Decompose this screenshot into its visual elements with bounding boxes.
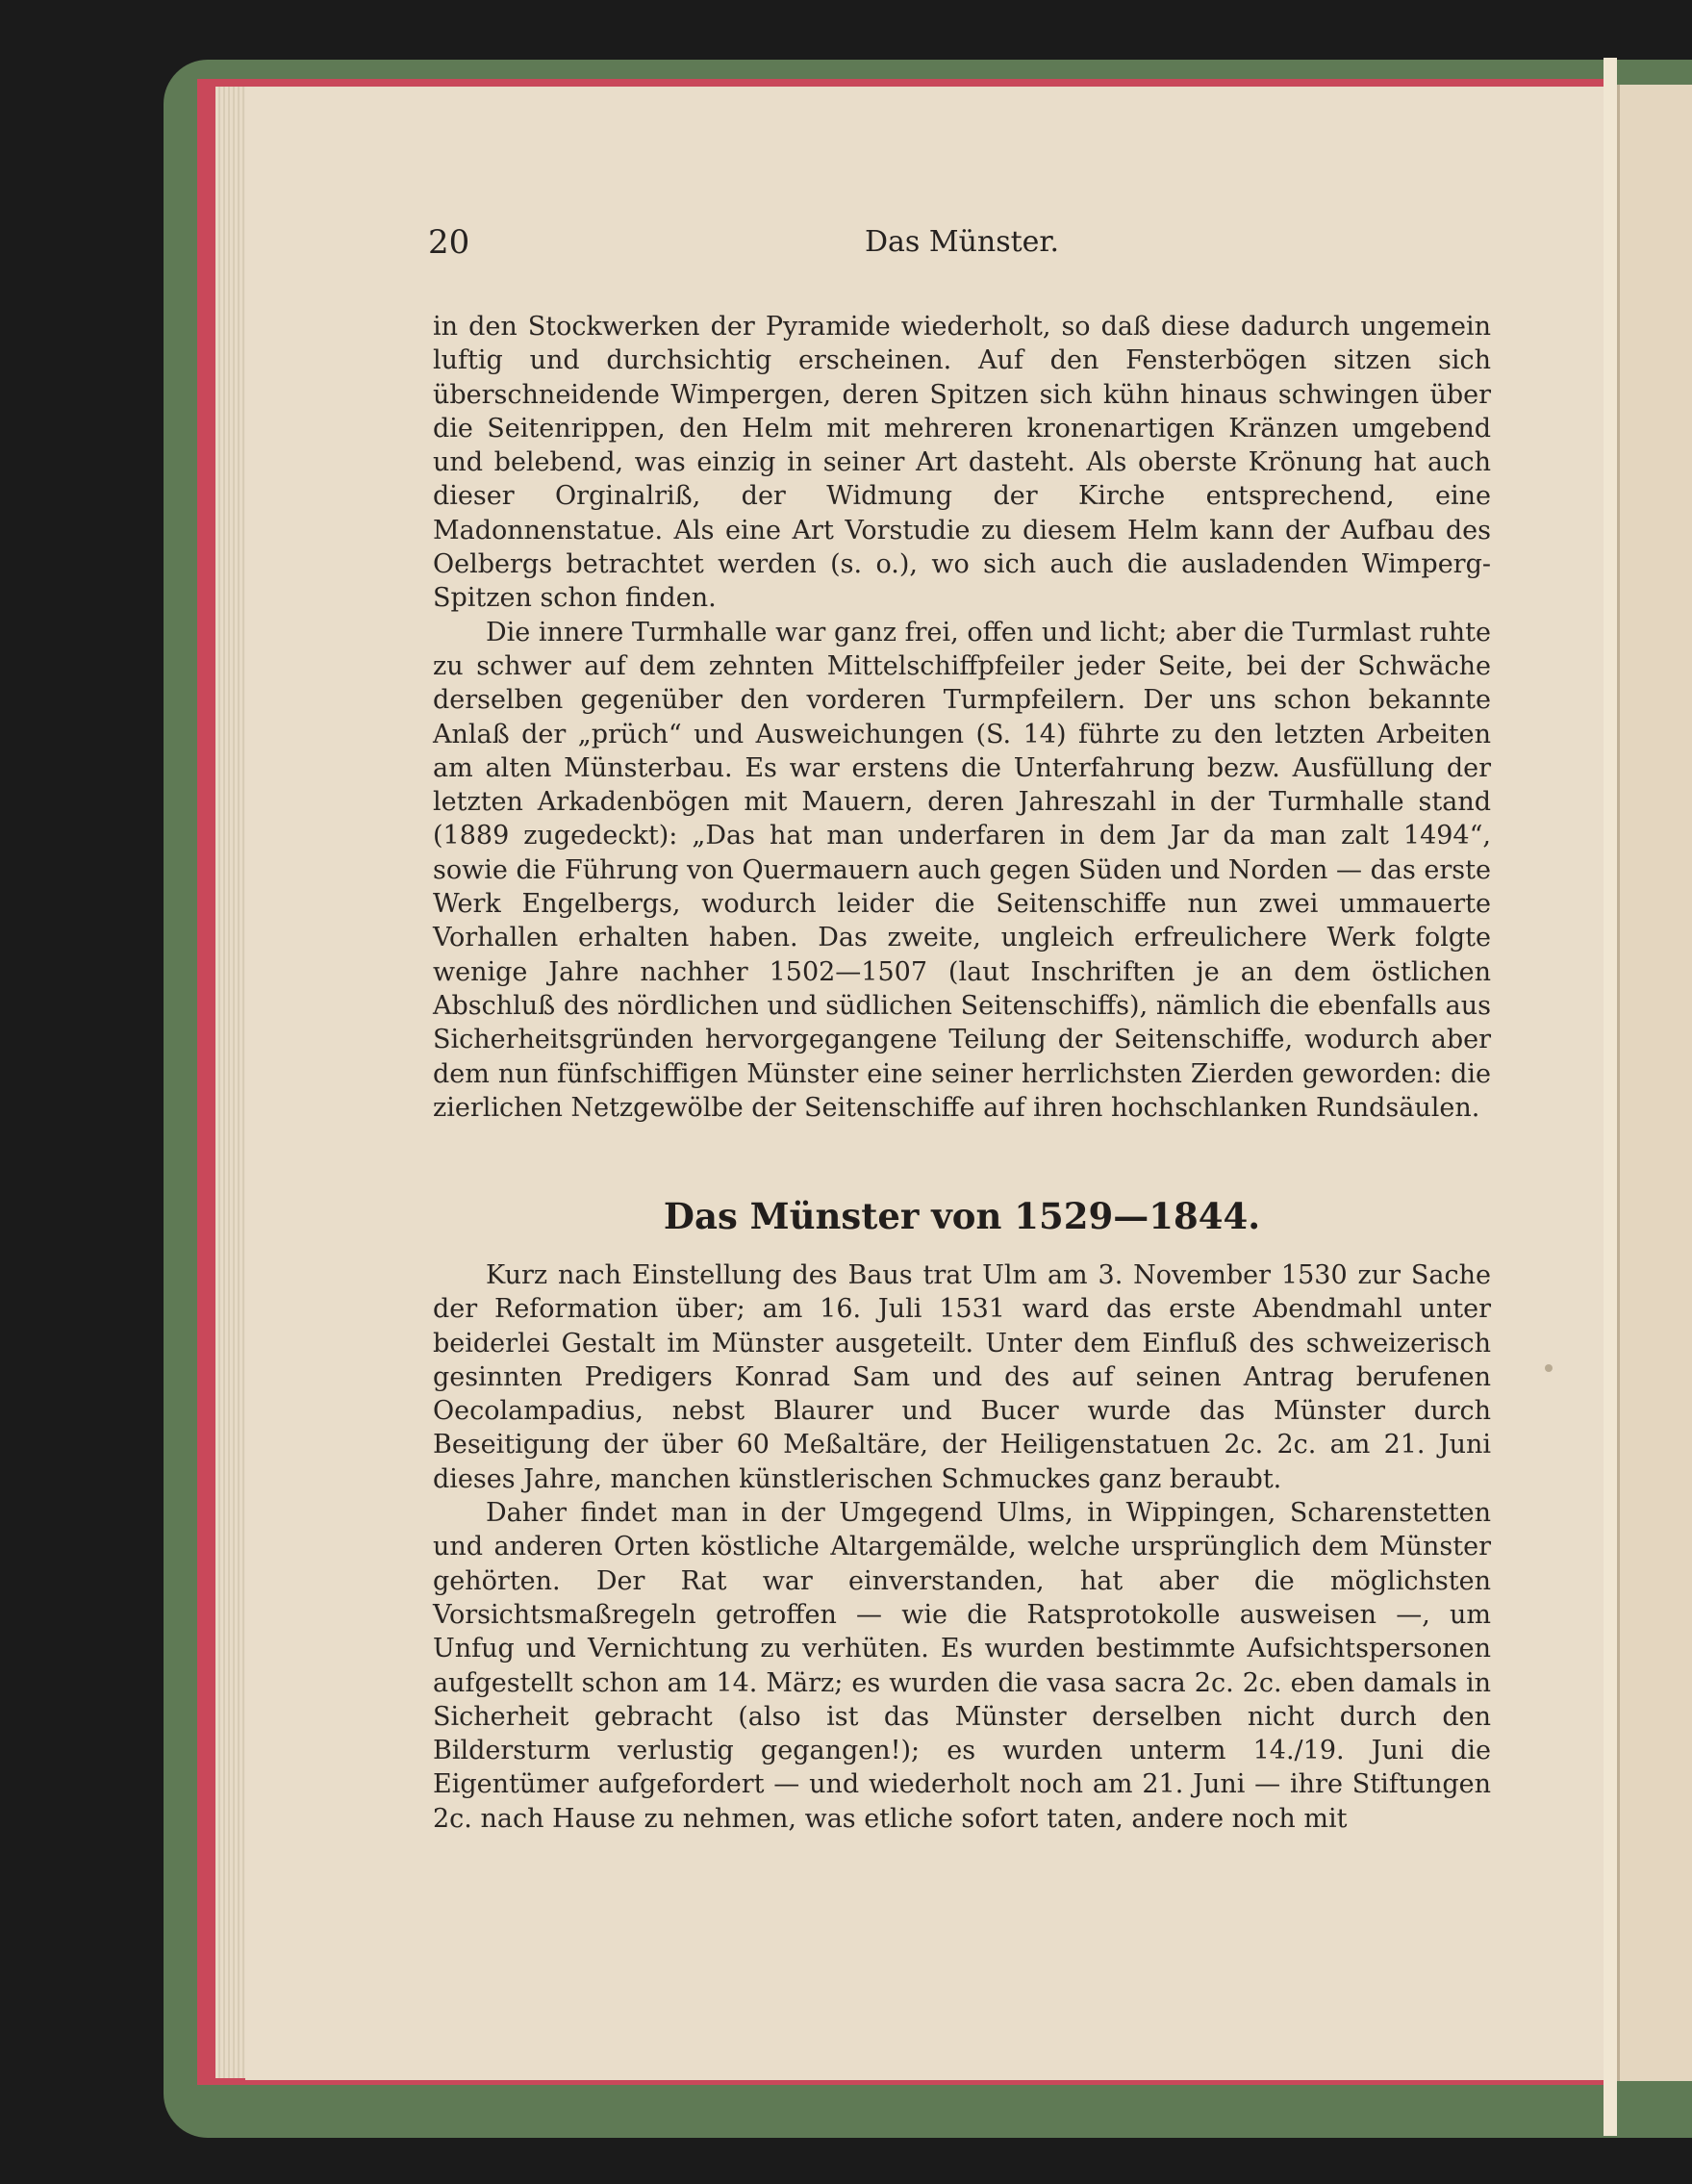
paper-spot: [1545, 1364, 1553, 1372]
paragraph: in den Stockwerken der Pyramide wiederholt, so daß diese dadurch ungemein luftig und durchsichtig erscheinen. Auf den Fensterbögen sitzen sich überschneidende Wimpergen, deren Spitzen sich kühn hinaus schwingen über die Seitenrippen, den Helm mit mehreren kronenartigen Kränzen umgebend und belebend, was einzig in seiner Art dasteht. Als oberste Krönung hat auch dieser Orginalriß, der Widmung der Kirche entsprechend, eine Madonnenstatue. Als eine Art Vorstudie zu diesem Helm kann der Aufbau des Oelbergs betrachtet werden (s. o.), wo sich auch die ausladenden Wimperg-Spitzen schon finden.: [433, 312, 1491, 614]
book-gutter: [1604, 58, 1617, 2136]
facing-page: [1617, 85, 1692, 2081]
running-title: Das Münster.: [864, 225, 1060, 259]
paragraph: Die innere Turmhalle war ganz frei, offen und licht; aber die Turmlast ruhte zu schwer auf dem zehnten Mittelschiffpfeiler jeder Seite, bei der Schwäche derselben gegenüber den vorderen Turmpfeilern. Der uns schon bekannte Anlaß der „prüch“ und Ausweichungen (S. 14) führte zu den letzten Arbeiten am alten Münsterbau. Es war erstens die Unterfahrung bezw. Ausfüllung der letzten Arkadenbögen mit Mauern, deren Jahreszahl in der Turmhalle stand (1889 zugedeckt): „Das hat man underfaren in dem Jar da man zalt 1494“, sowie die Führung von Quermauern auch gegen Süden und Norden — das erste Werk Engelbergs, wodurch leider die Seitenschiffe nun zwei ummauerte Vorhallen erhalten haben. Das zweite, ungleich erfreulichere Werk folgte wenige Jahre nachher 1502—1507 (laut Inschriften je an dem östlichen Abschluß des nördlichen und südlichen Seitenschiffs), nämlich die ebenfalls aus Sicherheitsgründen hervorgegangene Teilung der Seitenschiffe, wodurch aber dem nun fünfschiffigen Münster eine seiner herrlichsten Zierden geworden: die zierlichen Netzgewölbe der Seitenschiffe auf ihren hochschlanken Rundsäulen.: [433, 617, 1491, 1123]
body-text-lower: [433, 1258, 1491, 1836]
page-number: 20: [428, 223, 470, 262]
facing-cover-top: [1617, 60, 1692, 87]
body-text-upper: [433, 310, 1491, 1125]
paragraph: Kurz nach Einstellung des Baus trat Ulm am 3. November 1530 zur Sache der Reformation über; am 16. Juli 1531 ward das erste Abendmahl unter beiderlei Gestalt im Münster ausgeteilt. Unter dem Einfluß des schweizerisch gesinnten Predigers Konrad Sam und des auf seinen Antrag berufenen Oecolampadius, nebst Blaurer und Bucer wurde das Münster durch Beseitigung der über 60 Meßaltäre, der Heiligenstatuen 2c. 2c. am 21. Juni dieses Jahre, manchen künstlerischen Schmuckes ganz beraubt.: [433, 1260, 1491, 1494]
facing-cover-bottom: [1617, 2081, 1692, 2138]
section-heading: Das Münster von 1529—1844.: [663, 1195, 1261, 1237]
page-header: [428, 223, 1496, 271]
paragraph: Daher findet man in der Umgegend Ulms, in Wippingen, Scharenstetten und anderen Orten köstliche Altargemälde, welche ursprünglich dem Münster gehörten. Der Rat war einverstanden, hat aber die möglichsten Vorsichtsmaßregeln getroffen — wie die Ratsprotokolle ausweisen —, um Unfug und Vernichtung zu verhüten. Es wurden bestimmte Aufsichtspersonen aufgestellt schon am 14. März; es wurden die vasa sacra 2c. 2c. eben damals in Sicherheit gebracht (also ist das Münster derselben nicht durch den Bildersturm verlustig gegangen!); es wurden unterm 14./19. Juni die Eigentümer aufgefordert — und wiederholt noch am 21. Juni — ihre Stiftungen 2c. nach Hause zu nehmen, was etliche sofort taten, andere noch mit: [433, 1498, 1491, 1834]
